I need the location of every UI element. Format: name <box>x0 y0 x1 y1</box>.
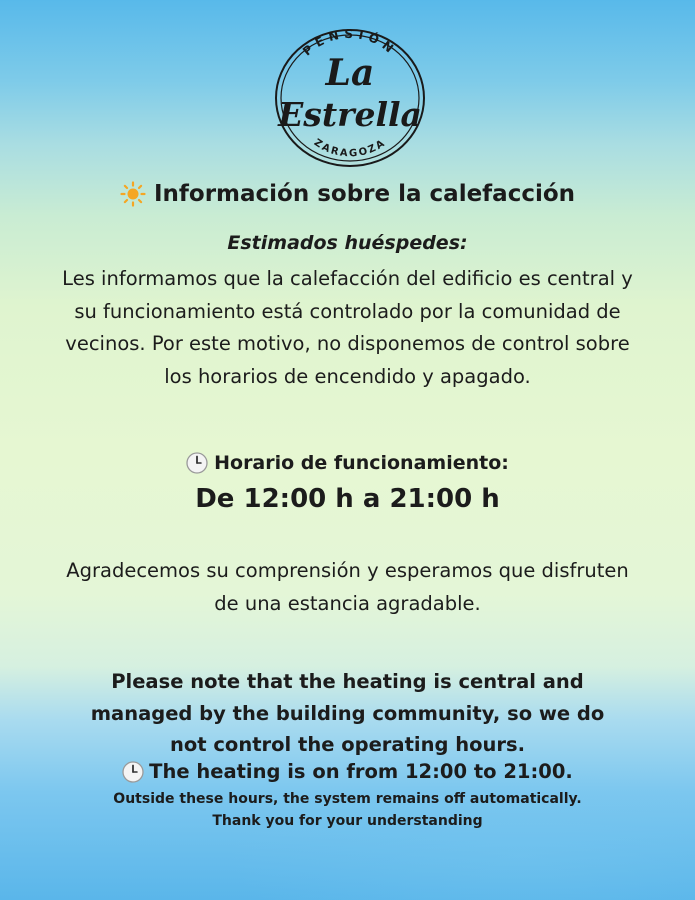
svg-text:Estrella: Estrella <box>278 95 422 134</box>
svg-text:La: La <box>325 52 375 94</box>
english-note: Please note that the heating is central and managed by the building community, so we do not control the operating hours. <box>90 670 605 756</box>
english-thank-you: Thank you for your understanding <box>212 813 483 829</box>
sun-icon <box>120 181 146 207</box>
clock-icon <box>122 761 144 783</box>
clock-icon <box>186 452 208 474</box>
heading <box>0 181 695 207</box>
english-outside-hours: Outside these hours, the system remains off automatically. <box>113 791 582 807</box>
heading-title: Información sobre la calefacción <box>153 181 576 207</box>
svg-text:ZARAGOZA: ZARAGOZA <box>311 137 389 160</box>
greeting: Estimados huéspedes: <box>227 232 468 254</box>
schedule-heading <box>0 452 695 474</box>
intro-text: Les informamos que la calefacción del edificio es central y su funcionamiento está controlado por la comunidad de vecinos. Por este motivo, no disponemos de control sobre los horarios de encendido y apagado. <box>62 267 633 388</box>
schedule-hours: De 12:00 h a 21:00 h <box>195 484 500 514</box>
schedule-label: Horario de funcionamiento: <box>214 452 509 474</box>
english-hours-line <box>0 760 695 783</box>
english-hours: The heating is on from 12:00 to 21:00. <box>149 760 573 783</box>
svg-text:PENSIÓN: PENSIÓN <box>300 26 400 59</box>
pension-la-estrella-logo <box>270 18 430 168</box>
thanks-text: Agradecemos su comprensión y esperamos que disfruten de una estancia agradable. <box>66 559 629 615</box>
